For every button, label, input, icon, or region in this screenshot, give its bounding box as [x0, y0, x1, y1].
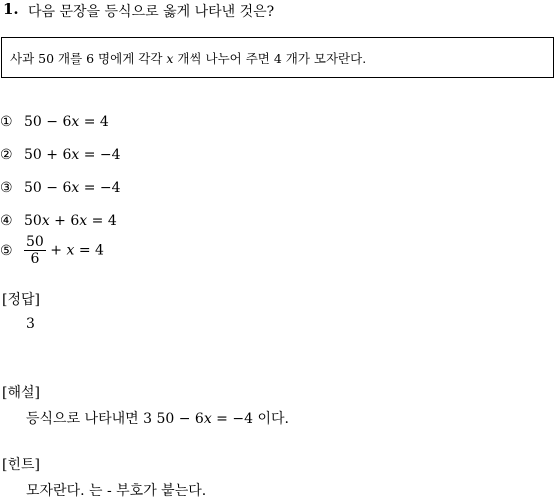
- option-1-pre: 50 − 6: [24, 114, 72, 130]
- answer-label: [정답]: [2, 292, 40, 308]
- explanation-text: [26, 408, 289, 428]
- explanation-pre: 등식으로 나타내면 3 50 − 6: [26, 411, 204, 427]
- hint-text: 모자란다. 는 - 부호가 붙는다.: [26, 483, 207, 499]
- option-4-var2: x: [79, 213, 88, 229]
- option-4-post: = 4: [87, 213, 117, 229]
- option-1[interactable]: [0, 114, 109, 136]
- option-3-var: x: [71, 180, 80, 196]
- hint-label: [힌트]: [2, 457, 40, 473]
- question-text: 다음 문장을 등식으로 옳게 나타낸 것은?: [28, 4, 275, 20]
- option-3-pre: 50 − 6: [24, 180, 72, 196]
- option-3-post: = −4: [79, 180, 121, 196]
- option-4-mark: ④: [0, 213, 13, 229]
- option-4-mid: + 6: [49, 213, 80, 229]
- prompt-text: [10, 49, 366, 67]
- explanation-post: = −4 이다.: [211, 411, 289, 427]
- prompt-text-post: 개씩 나누어 주면 4 개가 모자란다.: [173, 51, 367, 66]
- prompt-variable: x: [166, 51, 174, 66]
- explanation-var: x: [203, 411, 212, 427]
- answer-value: 3: [26, 316, 35, 332]
- option-3[interactable]: [0, 180, 121, 202]
- option-2-post: = −4: [79, 147, 121, 163]
- option-5-var: x: [66, 242, 75, 259]
- option-5-mid: +: [45, 242, 67, 259]
- option-5[interactable]: [0, 234, 104, 274]
- option-1-post: = 4: [79, 114, 109, 130]
- option-1-var: x: [71, 114, 80, 130]
- explanation-label: [해설]: [2, 385, 40, 401]
- question-number: 1.: [3, 0, 19, 18]
- option-5-fraction: [24, 234, 46, 267]
- option-4[interactable]: [0, 213, 117, 235]
- option-4-var: x: [41, 213, 50, 229]
- option-5-mark: ⑤: [0, 242, 13, 259]
- option-2-var: x: [71, 147, 80, 163]
- prompt-box: [1, 37, 554, 78]
- option-2-mark: ②: [0, 147, 13, 163]
- option-4-pre: 50: [24, 213, 42, 229]
- option-2[interactable]: [0, 147, 121, 169]
- option-5-numerator: 50: [26, 234, 44, 250]
- option-3-mark: ③: [0, 180, 13, 196]
- option-5-post: = 4: [74, 242, 104, 259]
- option-2-pre: 50 + 6: [24, 147, 72, 163]
- option-1-mark: ①: [0, 114, 13, 130]
- option-5-denominator: 6: [30, 251, 40, 267]
- prompt-text-pre: 사과 50 개를 6 명에게 각각: [10, 51, 167, 66]
